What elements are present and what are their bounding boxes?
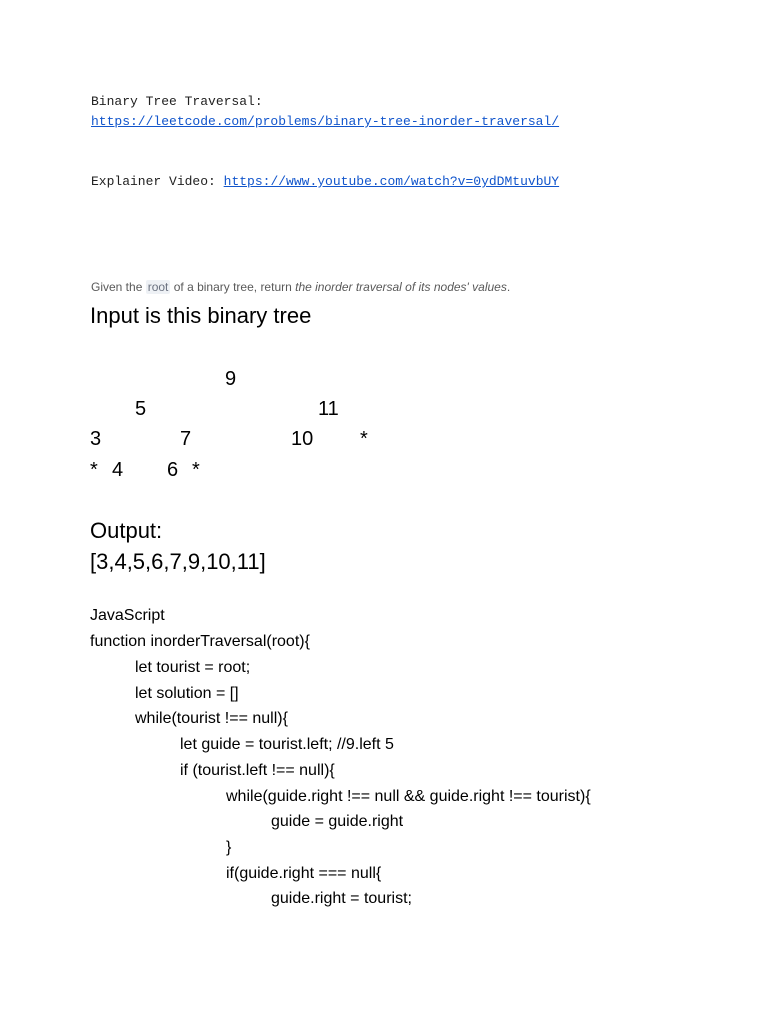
output-heading: Output: [90, 518, 163, 543]
tree-node-l2-a: 3 [90, 428, 102, 450]
code-language: JavaScript [90, 607, 165, 624]
tree-node-l3-b: 4 [112, 459, 124, 481]
code-term-root: root [147, 280, 169, 294]
code-line: let tourist = root; [135, 659, 251, 676]
code-line: } [226, 839, 232, 856]
input-heading: Input is this binary tree [90, 303, 312, 328]
tree-node-l3-a: * [90, 459, 98, 481]
video-link[interactable]: https://www.youtube.com/watch?v=0ydDMtuvbUY [223, 174, 560, 189]
code-line: if(guide.right === null{ [226, 865, 382, 882]
tree-node-l2-b: 7 [180, 428, 192, 450]
video-label: Explainer Video: [91, 174, 216, 189]
tree-node-l2-d: * [360, 428, 368, 450]
tree-node-l3-d: * [192, 459, 200, 481]
problem-link[interactable]: https://leetcode.com/problems/binary-tree-inorder-traversal/ [91, 114, 560, 129]
code-line: function inorderTraversal(root){ [90, 633, 310, 650]
code-line: let solution = [] [135, 685, 239, 702]
description-prefix: Given the [91, 280, 146, 294]
problem-description [91, 280, 510, 294]
code-line: if (tourist.left !== null){ [180, 762, 335, 779]
tree-node-l2-c: 10 [291, 428, 314, 450]
output-value: [3,4,5,6,7,9,10,11] [90, 549, 266, 574]
tree-node-root: 9 [225, 368, 237, 390]
tree-node-l1-left: 5 [135, 398, 147, 420]
code-line: guide.right = tourist; [271, 890, 412, 907]
code-line: while(tourist !== null){ [135, 710, 288, 727]
code-line: let guide = tourist.left; //9.left 5 [180, 736, 394, 753]
description-suffix: . [506, 280, 511, 294]
video-line [91, 172, 559, 192]
code-line: while(guide.right !== null && guide.right !== tourist){ [226, 788, 591, 805]
tree-node-l1-right: 11 [318, 398, 339, 420]
code-line: guide = guide.right [271, 813, 404, 830]
problem-label: Binary Tree Traversal: [91, 94, 263, 109]
description-italic: the inorder traversal of its nodes' values [295, 280, 507, 294]
tree-node-l3-c: 6 [167, 459, 179, 481]
description-middle: of a binary tree, return [170, 280, 296, 294]
